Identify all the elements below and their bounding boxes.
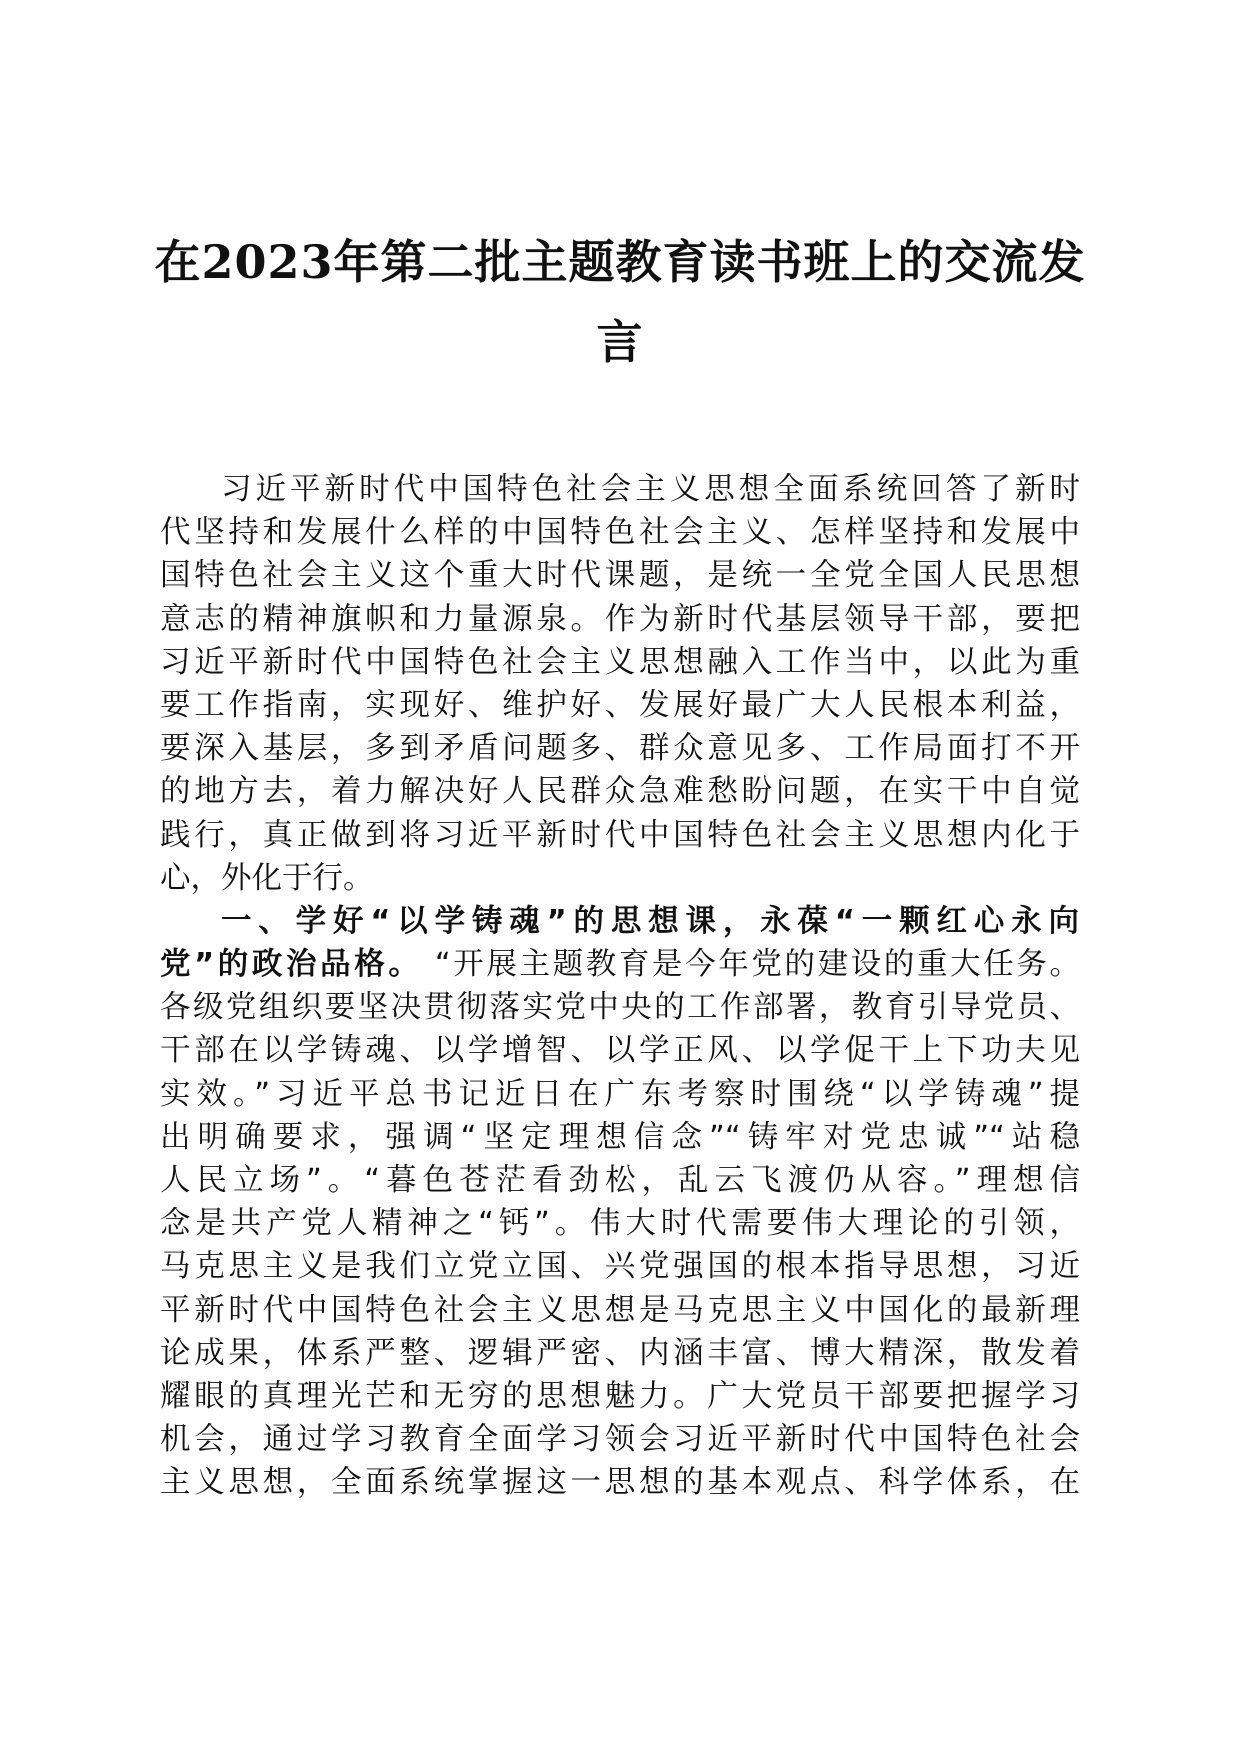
- text-line: 论成果，体系严整、逻辑严密、内涵丰富、博大精深，散发着: [160, 1335, 1080, 1371]
- text-line: 耀眼的真理光芒和无穷的思想魅力。广大党员干部要把握学习: [160, 1378, 1080, 1414]
- section-heading-line-2: 党”的政治品格。: [160, 947, 423, 983]
- title-line-1: 在2023年第二批主题教育读书班上的交流发: [154, 235, 1086, 289]
- text-line: 要工作指南，实现好、维护好、发展好最广大人民根本利益，: [160, 687, 1080, 723]
- text-line: 国特色社会主义这个重大时代课题，是统一全党全国人民思想: [160, 558, 1080, 594]
- text-line: [160, 943, 1080, 986]
- section-heading-line-1: 一、学好“以学铸魂”的思想课，永葆“一颗红心永向: [221, 903, 1080, 939]
- text-line: 习近平新时代中国特色社会主义思想融入工作当中，以此为重: [160, 644, 1080, 680]
- text-line: 机会，通过学习教育全面学习领会习近平新时代中国特色社会: [160, 1422, 1080, 1458]
- text-line: 习近平新时代中国特色社会主义思想全面系统回答了新时: [221, 472, 1080, 507]
- text-line: 平新时代中国特色社会主义思想是马克思主义中国化的最新理: [160, 1292, 1080, 1328]
- text-line: 人民立场”。“暮色苍茫看劲松，乱云飞渡仍从容。”理想信: [160, 1163, 1080, 1198]
- paragraph-section-one: [160, 900, 1080, 1505]
- document-body: [160, 468, 1080, 1505]
- text-line: 干部在以学铸魂、以学增智、以学正风、以学促干上下功夫见: [160, 1033, 1080, 1069]
- text-line: 践行，真正做到将习近平新时代中国特色社会主义思想内化于: [160, 817, 1080, 853]
- text-line: 马克思主义是我们立党立国、兴党强国的根本指导思想，习近: [160, 1249, 1080, 1285]
- text-line: 的地方去，着力解决好人民群众急难愁盼问题，在实干中自觉: [160, 774, 1080, 810]
- text-line: 出明确要求，强调“坚定理想信念”“铸牢对党忠诚”“站稳: [160, 1119, 1080, 1155]
- text-line: 代坚持和发展什么样的中国特色社会主义、怎样坚持和发展中: [160, 515, 1080, 551]
- title-line-2: 言: [596, 315, 644, 369]
- text-line: 心，外化于行。: [160, 860, 374, 896]
- text-line: 实效。”习近平总书记近日在广东考察时围绕“以学铸魂”提: [160, 1076, 1080, 1112]
- text-line: 念是共产党人精神之“钙”。伟大时代需要伟大理论的引领，: [160, 1206, 1080, 1242]
- text-line: 要深入基层，多到矛盾问题多、群众意见多、工作局面打不开: [160, 731, 1080, 767]
- paragraph-intro: [160, 468, 1080, 900]
- section-body-start: “开展主题教育是今年党的建设的重大任务。: [422, 947, 1081, 983]
- text-line: 意志的精神旗帜和力量源泉。作为新时代基层领导干部，要把: [160, 601, 1080, 637]
- document-title: [150, 222, 1090, 382]
- text-line: 主义思想，全面系统掌握这一思想的基本观点、科学体系，在: [160, 1465, 1080, 1501]
- text-line: 各级党组织要坚决贯彻落实党中央的工作部署，教育引导党员、: [160, 990, 1080, 1026]
